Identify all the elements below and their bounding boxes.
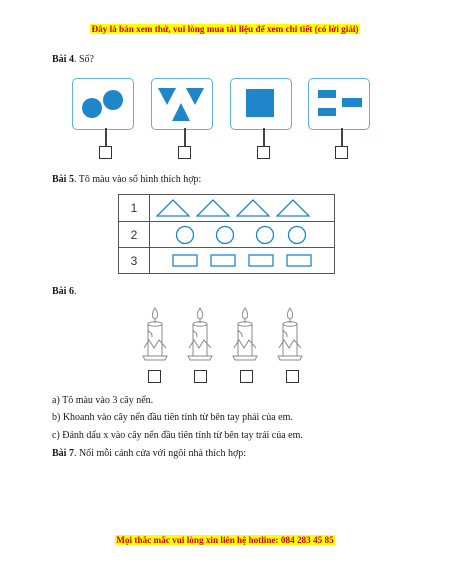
- bai5-text: . Tô màu vào số hình thích hợp:: [73, 174, 202, 185]
- triangles-row: [153, 198, 331, 218]
- candle-checkbox[interactable]: [286, 370, 299, 383]
- bai5-label: Bài 5: [52, 174, 74, 185]
- bai6-label: Bài 6: [52, 286, 74, 297]
- bai6-text: .: [73, 286, 77, 297]
- bai4-heading: [52, 54, 94, 66]
- candles-picture: [140, 304, 315, 368]
- bai7-heading: [52, 448, 246, 460]
- card-circles: [72, 78, 134, 130]
- two-circles-picture: [73, 79, 133, 129]
- one-square-picture: [231, 79, 291, 129]
- answer-box[interactable]: [335, 146, 348, 159]
- top-banner: Đây là bản xem thử, vui lòng mua tài liệu để xem chi tiết (có lời giải): [91, 24, 359, 34]
- connector-line: [263, 128, 265, 146]
- card-square: [230, 78, 292, 130]
- bai6-item-a: a) Tô màu vào 3 cây nến.: [52, 395, 154, 406]
- connector-line: [341, 128, 343, 146]
- candle-checkbox[interactable]: [148, 370, 161, 383]
- answer-box[interactable]: [257, 146, 270, 159]
- bai6-heading: [52, 286, 76, 298]
- card-rectangles: [308, 78, 370, 130]
- candle-checkbox[interactable]: [240, 370, 253, 383]
- bai6-item-c: c) Đánh dấu x vào cây nến đầu tiên tính từ bên tay trái của em.: [52, 430, 303, 441]
- bai4-label: Bài 4: [52, 54, 74, 65]
- bai5-heading: [52, 174, 201, 186]
- row-number: 2: [119, 222, 150, 248]
- row-number: 3: [119, 248, 150, 274]
- card-triangles: [151, 78, 213, 130]
- bai7-text: . Nối mỗi cánh cửa với ngôi nhà thích hợp:: [73, 448, 247, 459]
- table-row-triangles: [119, 195, 334, 221]
- answer-box[interactable]: [99, 146, 112, 159]
- connector-line: [105, 128, 107, 146]
- circles-row: [153, 224, 331, 246]
- footer-banner: Mọi thắc mắc vui lòng xin liên hệ hotline: 084 283 45 85: [116, 535, 334, 545]
- shapes-table: [118, 194, 335, 274]
- answer-box[interactable]: [178, 146, 191, 159]
- row-number: 1: [119, 195, 150, 221]
- three-rectangles-picture: [309, 79, 369, 129]
- bai4-text: . Số?: [73, 54, 94, 65]
- rectangles-row: [153, 253, 331, 269]
- bai7-label: Bài 7: [52, 448, 74, 459]
- table-row-rectangles: [119, 247, 334, 274]
- three-triangles-picture: [152, 79, 212, 129]
- table-row-circles: [119, 221, 334, 248]
- connector-line: [184, 128, 186, 146]
- bai6-item-b: b) Khoanh vào cây nến đầu tiên tính từ bên tay phải của em.: [52, 412, 293, 423]
- candle-checkbox[interactable]: [194, 370, 207, 383]
